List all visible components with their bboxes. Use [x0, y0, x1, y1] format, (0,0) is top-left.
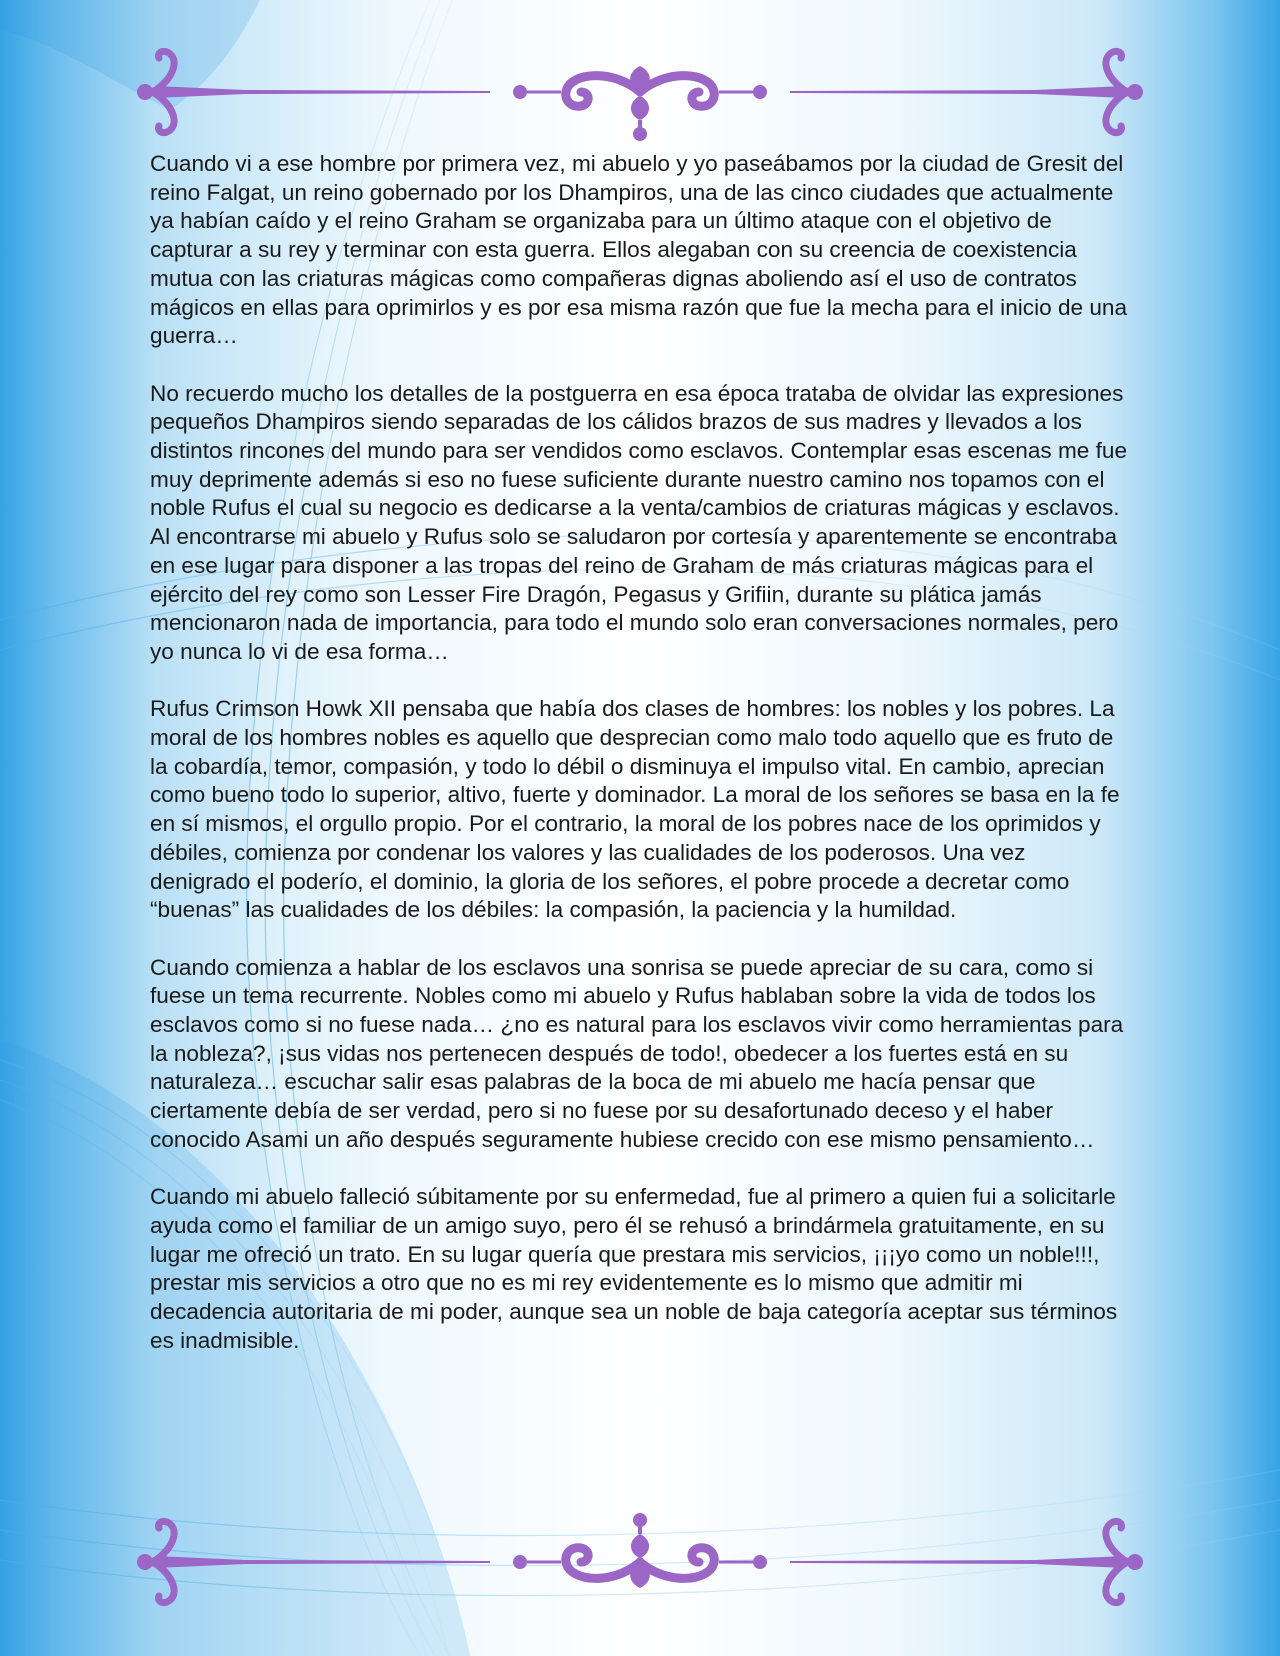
paragraph: Rufus Crimson Howk XII pensaba que había dos clases de hombres: los nobles y los pobres. La moral de los hombres nobles es aquello que desprecian como malo todo aquello que es fruto de la cobardía, temor, compasión, y todo lo débil o disminuya el impulso vital. En cambio, aprecian como bueno todo lo superior, altivo, fuerte y dominador. La moral de los señores se basa en la fe en sí mismos, el orgullo propio. Por el contrario, la moral de los pobres nace de los oprimidos y débiles, comienza por condenar los valores y las cualidades de los poderosos. Una vez denigrado el poderío, el dominio, la gloria de los señores, el pobre procede a decretar como “buenas” las cualidades de los débiles: la compasión, la paciencia y la humildad. [150, 696, 1120, 923]
paragraph: No recuerdo mucho los detalles de la postguerra en esa época trataba de olvidar las expresiones pequeños Dhampiros siendo separadas de los cálidos brazos de sus madres y llevados a los distintos rincones del mundo para ser vendidos como esclavos. Contemplar esas escenas me fue muy deprimente además si eso no fuese suficiente durante nuestro camino nos topamos con el noble Rufus el cual su negocio es dedicarse a la venta/cambios de criaturas mágicas y esclavos. Al encontrarse mi abuelo y Rufus solo se saludaron por cortesía y aparentemente se encontraba en ese lugar para disponer a las tropas del reino de Graham de más criaturas mágicas para el ejército del rey como son Lesser Fire Dragón, Pegasus y Grifiin, durante su plática jamás mencionaron nada de importancia, para todo el mundo solo eran conversaciones normales, pero yo nunca lo vi de esa forma… [150, 380, 1128, 664]
paragraph: Cuando comienza a hablar de los esclavos una sonrisa se puede apreciar de su cara, como si fuese un tema recurrente. Nobles como mi abuelo y Rufus hablaban sobre la vida de todos los esclavos como si no fuese nada… ¿no es natural para los esclavos vivir como herramientas para la nobleza?, ¡sus vidas nos pertenecen después de todo!, obedecer a los fuertes está en su naturaleza… escuchar salir esas palabras de la boca de mi abuelo me hacía pensar que ciertamente debía de ser verdad, pero si no fuese por su desafortunado deceso y el haber conocido Asami un año después seguramente hubiese crecido con ese mismo pensamiento… [150, 954, 1124, 1152]
paragraph: Cuando vi a ese hombre por primera vez, mi abuelo y yo paseábamos por la ciudad de Gresit del reino Falgat, un reino gobernado por los Dhampiros, una de las cinco ciudades que actualmente ya habían caído y el reino Graham se organizaba para un último ataque con el objetivo de capturar a su rey y terminar con esta guerra. Ellos alegaban con su creencia de coexistencia mutua con las criaturas mágicas como compañeras dignas aboliendo así el uso de contratos mágicos en ellas para oprimirlos y es por esa misma razón que fue la mecha para el inicio de una guerra… [150, 151, 1128, 349]
story-text [150, 150, 1130, 1384]
top-ornament-divider [135, 46, 1145, 146]
bottom-ornament-divider [135, 1508, 1145, 1608]
paragraph: Cuando mi abuelo falleció súbitamente por su enfermedad, fue al primero a quien fui a solicitarle ayuda como el familiar de un amigo suyo, pero él se rehusó a brindármela gratuitamente, en su lugar me ofreció un trato. En su lugar quería que prestara mis servicios, ¡¡¡yo como un noble!!!, prestar mis servicios a otro que no es mi rey evidentemente es lo mismo que admitir mi decadencia autoritaria de mi poder, aunque sea un noble de baja categoría aceptar sus términos es inadmisible. [150, 1184, 1118, 1353]
